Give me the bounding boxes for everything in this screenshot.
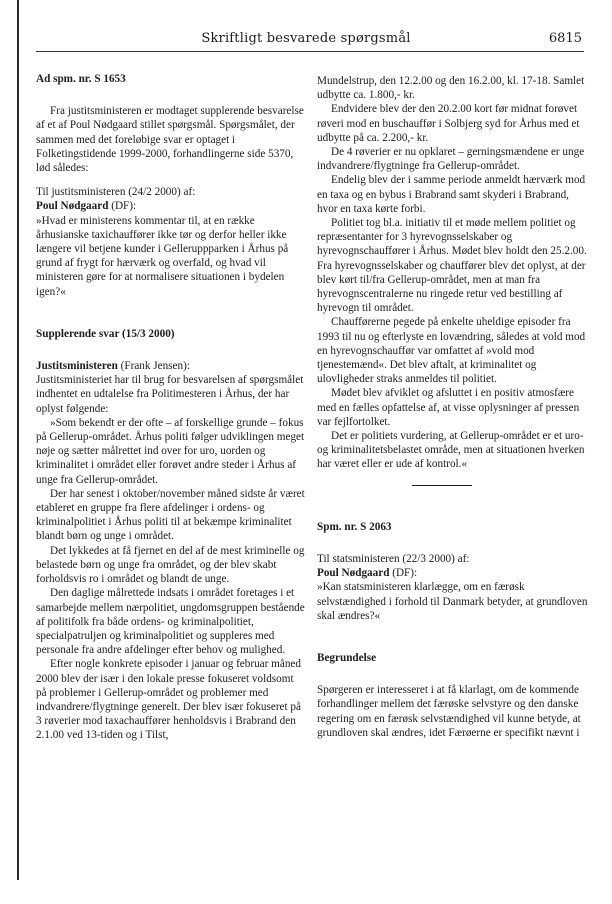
minister-line — [36, 359, 306, 373]
answer-paragraph: Politiet tog bl.a. initiativ til et møde mellem politiet og repræsentanter for 3 hyrevognsselskaber og hyrevognschauffører i Århus. Mødet blev holdt den 25.2.00. Fra hyrevognsselskaber og chauffører blev det oplyst, at der blev kørt til/fra Gellerup-området, men at man fra hyrevognscentralerne nu ringede retur ved bestilling af hyrevogn til området. — [317, 217, 587, 315]
minister-name: (Frank Jensen): — [117, 360, 190, 373]
question-text: »Kan statsministeren klarlægge, om en færøsk selvstændighed i forhold til Danmark betyder, at grundloven skal ændres?« — [317, 581, 588, 622]
header-rule — [36, 51, 584, 52]
minister-title: Justitsministeren — [36, 360, 118, 373]
answer-intro: Justitsministeriet har til brug for besvarelsen af spørgsmålet indhentet en udtalelse fra Politimesteren i Århus, der har oplyst følgende: — [36, 374, 304, 415]
section-heading-s2063: Spm. nr. S 2063 — [317, 520, 392, 533]
asker-party: (DF): — [389, 567, 418, 580]
answer-paragraph: Mundelstrup, den 12.2.00 og den 16.2.00, kl. 17-18. Samlet udbytte ca. 1.800,- kr. — [317, 75, 585, 102]
asker-line — [36, 199, 306, 213]
reasoning-paragraph: Spørgeren er interesseret i at få klarlagt, om de kommende forhandlinger mellem det færøske selvstyre og den danske regering om en færøsk selvstændighed vil kunne betyde, at grundloven skal ændres, idet Færøerne er specifikt nævnt i — [317, 684, 581, 739]
asker-name: Poul Nødgaard — [36, 200, 109, 213]
answer-paragraph: De 4 røverier er nu opklaret – gerningsmændene er unge indvandrere/flygtninge fra Gellerup-området. — [317, 146, 585, 173]
answer-paragraph: Mødet blev afviklet og afsluttet i en positiv atmosfære med en fælles opfattelse af, at visse oplysninger af pressen var fejlfortolket. — [317, 387, 580, 428]
answer-paragraph: Endelig blev der i samme periode anmeldt hærværk mod en taxa og en bybus i Brabrand samt skyderi i Brabrand, hvor en taxa kørte forbi. — [317, 174, 586, 215]
answer-paragraph: Chaufførerne pegede på enkelte uheldige episoder fra 1993 til nu og efterlyste en lovændring, således at vold mod en hyrevognschauffør var omfattet af »vold mod tjenestemænd«. Det blev aftalt, at kriminalitet og ulovligheder straks anmeldes til politiet. — [317, 316, 586, 386]
asker-name: Poul Nødgaard — [317, 567, 390, 580]
answer-paragraph: Der har senest i oktober/november måned sidste år været etableret en gruppe fra flere afdelinger i ordens- og kriminalpolitiet i Århus politi til at bekæmpe kriminalitet blandt børn og unge i området. — [36, 487, 305, 543]
running-header-title: Skriftligt besvarede spørgsmål — [201, 31, 411, 46]
margin-line — [17, 0, 19, 880]
section-divider — [412, 485, 472, 486]
addressee-line: Til statsministeren (22/3 2000) af: — [317, 552, 470, 565]
answer-paragraph: Endvidere blev der den 20.2.00 kort før midnat forøvet røveri mod en buschauffør i Solbjerg syd for Århus med et udbytte på ca. 2.200,- kr. — [317, 103, 580, 144]
left-column — [36, 72, 306, 743]
section-heading-s1653: Ad spm. nr. S 1653 — [36, 73, 126, 85]
section-heading-reasoning: Begrundelse — [317, 651, 377, 664]
answer-paragraph: »Som bekendt er der ofte – af forskellige grunde – fokus på Gellerup-området. Århus politi følger udviklingen meget nøje og sætter målrettet ind over for uro, uorden og kriminalitet i området eller forøvet andre steder i Århus af unge fra Gellerup-området. — [36, 416, 305, 486]
answer-paragraph: Det lykkedes at få fjernet en del af de mest kriminelle og belastede børn og unge fra området, og der blev skabt forholdsvis ro i området og blandt de unge. — [36, 544, 305, 586]
asker-line — [317, 566, 589, 580]
answer-paragraph: Den daglige målrettede indsats i området foretages i et samarbejde mellem nærpolitiet, ungdomsgruppen bestående af politifolk fra både ordens- og kriminalpolitiet, specialpatruljen og kriminalpolitiet og suppleres med personale fra andre afdelinger efter behov og mulighed. — [36, 587, 305, 657]
answer-paragraph: Efter nogle konkrete episoder i januar og februar måned 2000 blev der især i den lokale presse fokuseret voldsomt på problemer i Gellerup-området og problemer med indvandrere/flygtninge generelt. Der blev især fokuseret på 3 røverier mod taxachauffører henholdsvis i Brabrand den 2.1.00 ved 13-tiden og i Tilst, — [36, 658, 301, 742]
right-column — [317, 74, 589, 740]
addressee-line: Til justitsministeren (24/2 2000) af: — [36, 186, 196, 199]
page-number: 6815 — [548, 31, 582, 46]
intro-paragraph: Fra justitsministeren er modtaget supplerende besvarelse af et af Poul Nødgaard stillet spørgsmål. Spørgsmålet, der sammen med det foreløbige svar er optaget i Folketingstidende 1999-2000, forhandlingerne side 5370, lød således: — [36, 105, 304, 175]
question-text: »Hvad er ministerens kommentar til, at en række århusianske taxichauffører ikke tør og derfor heller ikke længere vil betjene kunder i Gelleruppparken i Århus på grund af frygt for hærværk og overfald, og hvad vil ministeren gøre for at normalisere situationen i bydelen igen?« — [36, 214, 289, 298]
answer-paragraph: Det er politiets vurdering, at Gellerup-området er et uro- og kriminalitetsbelastet område, men at situationen hverken har været eller er ude af kontrol.« — [317, 430, 585, 471]
asker-party: (DF): — [108, 200, 137, 213]
section-heading-supplementary: Supplerende svar (15/3 2000) — [36, 327, 175, 340]
